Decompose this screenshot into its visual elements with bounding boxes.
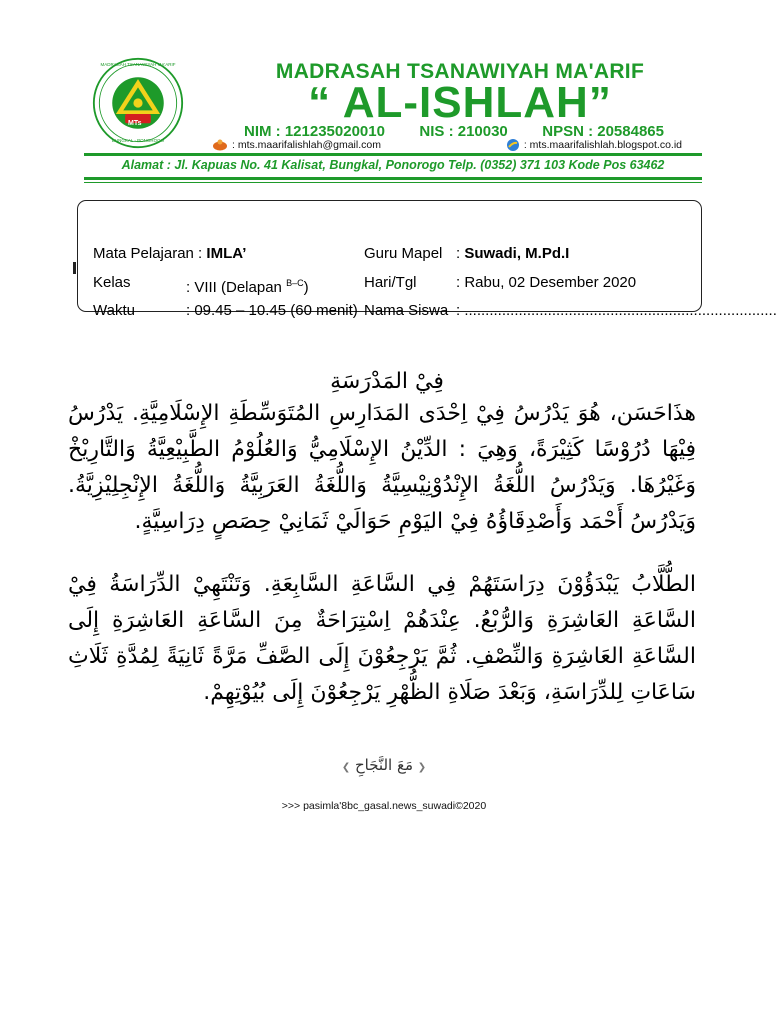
class-sup: B–C [286,278,304,288]
email-icon [212,139,228,151]
teacher-value: Suwadi, M.Pd.I [464,245,570,262]
email-contact [212,139,381,151]
time-value: : 09.45 – 10.45 (60 menit) [186,302,358,319]
ornament-icon: ❯ [341,762,351,773]
school-address: Alamat : Jl. Kapuas No. 41 Kalisat, Bungkal, Ponorogo Telp. (0352) 371 103 Kode Pos 63462 [121,158,665,172]
date-label: Hari/Tgl [364,274,417,291]
time-label: Waktu [93,302,135,319]
letterhead-rule-bottom [84,177,702,180]
teacher-label: Guru Mapel [364,245,443,262]
class-close: ) [303,279,309,296]
name-label: Nama Siswa [364,302,449,319]
blog-text: : mts.maarifalishlah.blogspot.co.id [523,139,682,151]
globe-icon [506,138,520,152]
subject-label: Mata Pelajaran : [93,245,207,262]
contact-line [212,138,682,152]
nis-text: NIS : 210030 [419,123,508,140]
class-field [186,274,309,297]
subject-field [93,245,246,263]
closing-text: مَعَ النَّجَاحِ [355,756,413,774]
ornament-icon: ❮ [417,762,427,773]
logo-badge: MTs [128,120,142,127]
dictation-paragraph-2: الطُّلَّابُ يَبْدَؤُوْنَ دِرَاسَتَهُمْ فِي السَّاعَةِ السَّابِعَةِ. وَتَنْتَهِيْ الدِّرَاسَةُ فِيْ السَّاعَةِ العَاشِرَةِ وَالرُّبْعُ. عِنْدَهُمْ اِسْتِرَاحَةٌ مِنَ السَّاعَةِ العَاشِرَةِ إِلَى السَّاعَةِ العَاشِرَةِ وَالنِّصْفِ. ثُمَّ يَرْجِعُوْنَ إِلَى الصَّفِّ مَرَّةً ثَانِيَةً لِمُدَّةِ ثَلَاثِ سَاعَاتِ لِلدِّرَاسَةِ، وَبَعْدَ صَلَاةِ الظُّهْرِ يَرْجِعُوْنَ إِلَى بُيُوْتِهِمْ. [68,572,696,705]
logo-caption-top: MADRASAH TSANAWIYAH MA'ARIF [100,62,176,67]
teacher-field [456,245,569,263]
blog-contact [506,138,682,152]
name-value: : ........................................................................... [456,302,777,319]
school-name: MADRASAH TSANAWIYAH MA'ARIF [275,60,645,83]
letterhead-rule-thin [84,182,702,183]
nim-text: NIM : 121235020010 [244,123,385,140]
info-box [77,200,777,319]
logo-caption-bottom: BUNGKAL - PONOROGO [111,138,165,143]
footer-note: >>> pasimla'8bc_gasal.news_suwadi©2020 [281,800,487,812]
school-subname: “ AL-ISHLAH” [308,78,612,127]
teacher-sep: : [456,245,465,262]
npsn-text: NPSN : 20584865 [542,123,664,140]
email-text: : mts.maarifalishlah@gmail.com [232,139,381,151]
class-label: Kelas [93,274,131,291]
subject-value: IMLA’ [206,245,247,262]
info-box-mark [73,262,76,274]
dictation-title: فِيْ المَدْرَسَةِ [330,369,444,394]
school-logo [92,57,184,149]
class-value: : VIII (Delapan [186,279,287,296]
date-value: : Rabu, 02 Desember 2020 [456,274,637,291]
dictation-paragraph-1: هذَاحَسَن، هُوَ يَدْرُسُ فِيْ اِحْدَى المَدَارِسِ المُتَوَسِّطَةِ الإِسْلَامِيَّةِ. يَدْرُسُ فِيْهَا دُرُوْسًا كَثِيْرَةً، وَهِيَ : الدِّيْنُ الإِسْلَامِيُّ وَالعُلُوْمُ الطَّبِيْعِيَّةُ وَالتَّارِيْخْ وَغَيْرُهَا. وَيَدْرُسُ اللُّغَةُ الإِنْدُوْنِيْسِيَّةُ وَاللُّغَةُ العَرَبِيَّةُ وَاللُّغَةُ الإِنْجِلِيْزِيَّةُ. وَيَدْرُسُ أَحْمَد وَأَصْدِقَاؤُهُ فِيْ اليَوْمِ حَوَالَيْ ثَمَانِيْ حِصَصٍ دِرَاسِيَّةٍ. [68,401,696,534]
letterhead-rule-top [84,153,702,156]
closing-wish [284,756,484,774]
